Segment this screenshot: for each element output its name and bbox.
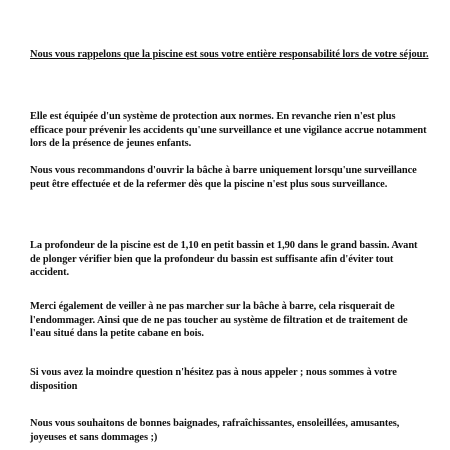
closing-wishes-paragraph: Nous vous souhaitons de bonnes baignades, rafraîchissantes, ensoleillées, amusantes, joyeuses et sans dommages ;): [30, 418, 400, 443]
safety-system-paragraph: Elle est équipée d'un système de protection aux normes. En revanche rien n'est plus efficace pour prévenir les accidents qu'une surveillance et une vigilance accrue notamment lors de la présence de jeunes enfants.: [30, 111, 427, 150]
equipment-care-paragraph: Merci également de veiller à ne pas marcher sur la bâche à barre, cela risquerait de l'endommager. Ainsi que de ne pas toucher au système de filtration et de traitement de l'eau situé dans la petite cabane en bois.: [30, 301, 408, 340]
contact-paragraph: Si vous avez la moindre question n'hésitez pas à nous appeler ; nous sommes à votre disposition: [30, 367, 397, 392]
document-page: [30, 0, 440, 450]
pool-depth-paragraph: La profondeur de la piscine est de 1,10 en petit bassin et 1,90 dans le grand bassin. Avant de plonger vérifier bien que la profondeur du bassin est suffisante afin d'éviter tout accident.: [30, 240, 418, 279]
responsibility-notice-heading: Nous vous rappelons que la piscine est sous votre entière responsabilité lors de votre séjour.: [30, 49, 429, 60]
cover-usage-paragraph: Nous vous recommandons d'ouvrir la bâche à barre uniquement lorsqu'une surveillance peut être effectuée et de la refermer dès que la piscine n'est plus sous surveillance.: [30, 165, 417, 190]
